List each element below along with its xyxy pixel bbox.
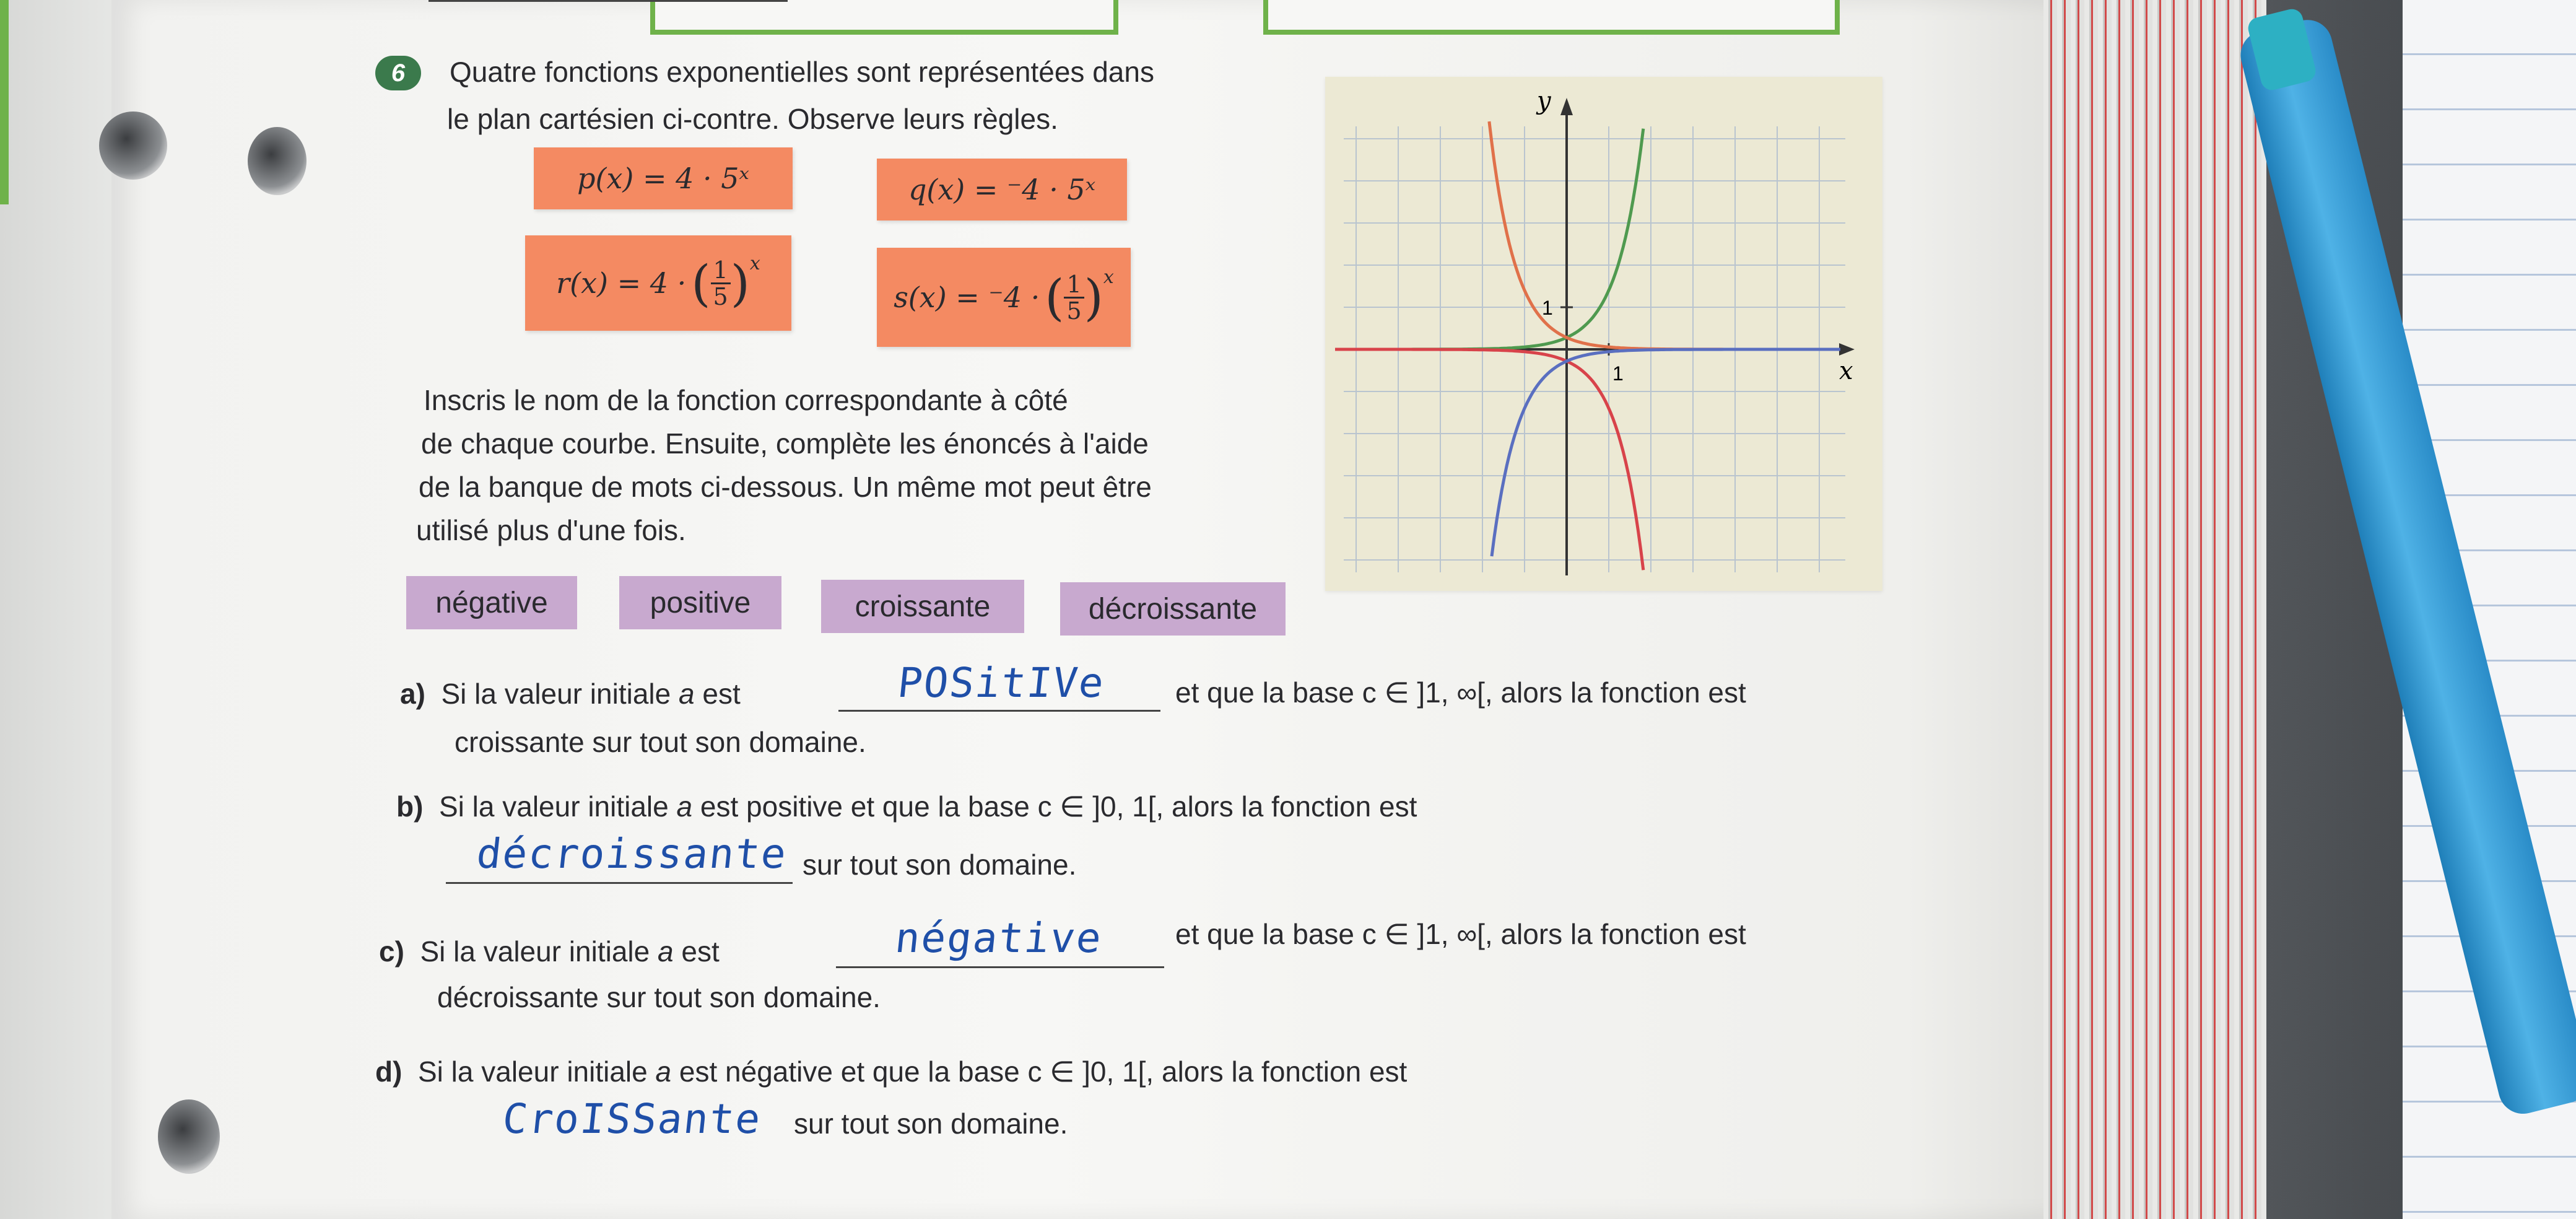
fraction: 1 5 <box>711 258 731 309</box>
answer-d-handwriting: CroISSante <box>500 1095 764 1143</box>
paren-close: ) <box>1084 268 1103 326</box>
word-croissante: croissante <box>821 580 1024 633</box>
binder-hole-top <box>99 111 167 180</box>
graph-svg <box>1325 77 1882 591</box>
function-r-box: r(x) = 4 · ( 1 5 ) $^x$ <box>525 235 791 331</box>
x-axis-label: x <box>1839 357 1853 385</box>
word-positive: positive <box>619 576 781 629</box>
y-axis-arrow <box>1560 98 1573 115</box>
statement-d-line-2: sur tout son domaine. <box>794 1108 1068 1140</box>
instruction-line-1: Inscris le nom de la fonction correspondante à côté <box>424 384 1068 416</box>
function-r: r(x) = 4 · <box>556 266 687 300</box>
statement-a-line-1-end: et que la base c ∈ ]1, ∞[, alors la fonction est <box>1175 676 1746 709</box>
function-p: p(x) = 4 · 5ˣ <box>577 162 749 195</box>
blank-d[interactable] <box>429 0 788 2</box>
function-q: q(x) = ⁻4 · 5ˣ <box>908 173 1096 206</box>
y-axis-label: y <box>1537 87 1551 115</box>
instruction-line-4: utilisé plus d'une fois. <box>416 514 686 546</box>
statement-c-line-1-end: et que la base c ∈ ]1, ∞[, alors la fonction est <box>1175 918 1746 950</box>
function-q-box <box>877 159 1127 221</box>
previous-box-left <box>650 0 1118 35</box>
word-negative: négative <box>406 576 577 629</box>
instruction-line-2: de chaque courbe. Ensuite, complète les énoncés à l'aide <box>421 427 1149 460</box>
intro-line-2: le plan cartésien ci-contre. Observe leurs règles. <box>447 103 1058 135</box>
statement-d-line-1: d) Si la valeur initiale a est négative et que la base c ∈ ]0, 1[, alors la fonction est <box>375 1055 1408 1088</box>
paren-open: ( <box>1045 268 1064 326</box>
binder-green-edge <box>0 0 9 204</box>
binder-strip <box>0 0 124 1219</box>
function-s-box: s(x) = ⁻4 · ( 1 5 ) $^x$ <box>877 248 1131 347</box>
page-hole-top <box>248 127 307 195</box>
blank-a[interactable] <box>838 710 1160 712</box>
function-s: s(x) = ⁻4 · <box>894 281 1040 314</box>
exercise-number-badge: 6 <box>375 56 421 90</box>
instruction-line-3: de la banque de mots ci-dessous. Un même mot peut être <box>419 471 1152 503</box>
statement-a-line-1: a) Si la valeur initiale a est <box>400 678 741 710</box>
previous-box-right <box>1263 0 1840 35</box>
statement-c-line-1: c) Si la valeur initiale a est <box>379 935 720 968</box>
x-tick-1-label: 1 <box>1612 362 1624 385</box>
blank-b[interactable] <box>446 882 793 884</box>
page-hole-bottom <box>158 1099 220 1174</box>
statement-b-line-1: b) Si la valeur initiale a est positive et que la base c ∈ ]0, 1[, alors la fonction est <box>396 790 1417 823</box>
exponential-graph <box>1325 77 1882 591</box>
curve-s-blue <box>1492 349 1840 556</box>
paren-open: ( <box>691 254 711 312</box>
blank-c[interactable] <box>836 966 1164 968</box>
function-p-box <box>534 147 793 209</box>
x-axis-arrow <box>1839 343 1855 356</box>
statement-b-line-2: sur tout son domaine. <box>803 849 1077 881</box>
answer-c-handwriting: négative <box>892 914 1105 962</box>
statement-c-line-2: décroissante sur tout son domaine. <box>437 981 881 1013</box>
page-edges <box>2043 0 2266 1219</box>
curve-q-red <box>1335 349 1643 570</box>
word-decroissante: décroissante <box>1060 582 1286 636</box>
statement-a-line-2: croissante sur tout son domaine. <box>455 726 866 758</box>
paren-close: ) <box>730 254 750 312</box>
answer-a-handwriting: POSitIVe <box>895 659 1107 707</box>
curve-p-green <box>1335 129 1643 349</box>
fraction: 1 5 <box>1064 272 1084 323</box>
answer-b-handwriting: décroissante <box>474 830 790 878</box>
intro-line-1: Quatre fonctions exponentielles sont représentées dans <box>450 56 1154 88</box>
y-tick-1-label: 1 <box>1542 297 1553 319</box>
